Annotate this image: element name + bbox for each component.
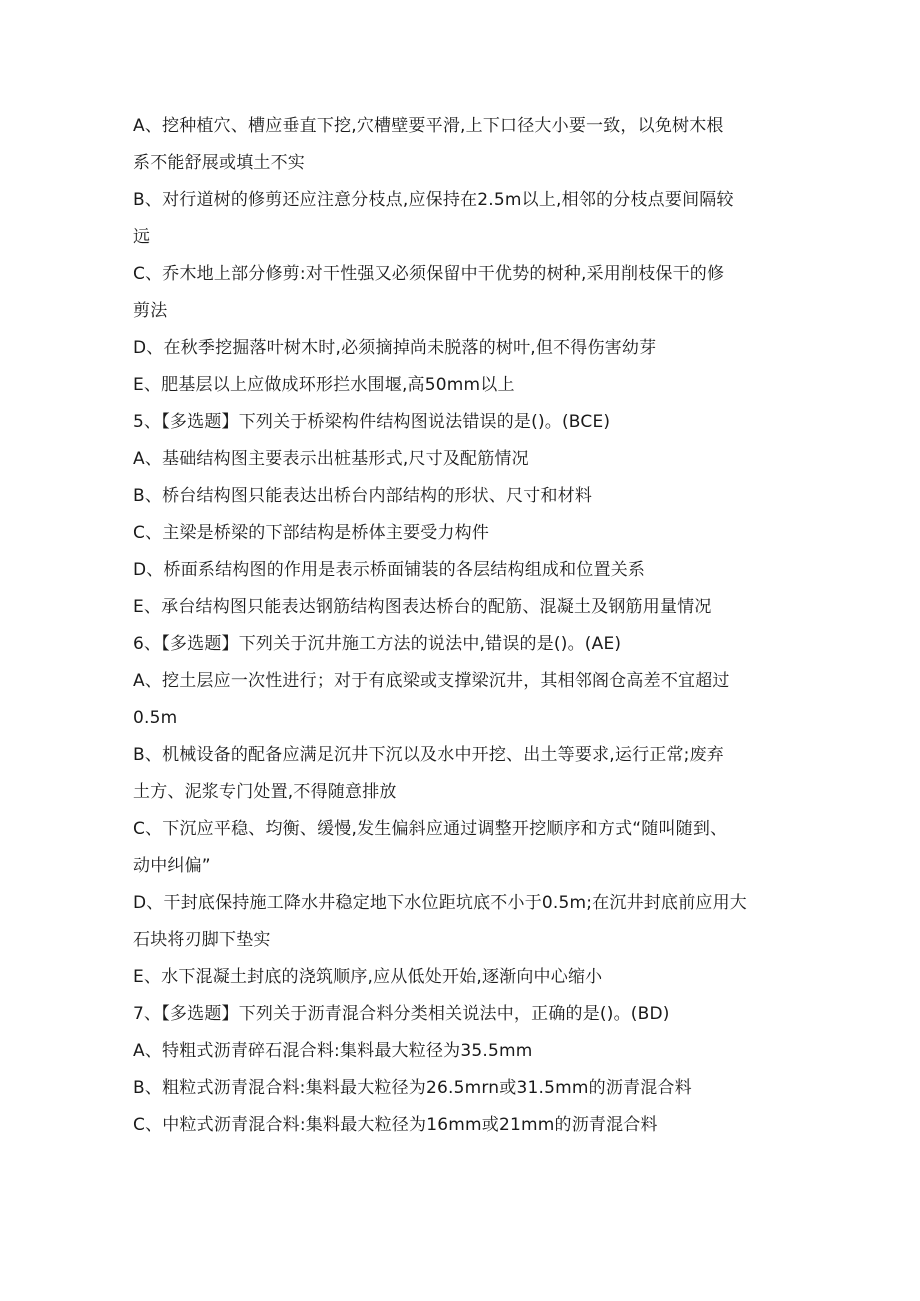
question-6-option-b-line-2: 土方、泥浆专门处置,不得随意排放	[133, 782, 397, 802]
option-d-line: D、在秋季挖掘落叶树木时,必须摘掉尚未脱落的树叶,但不得伤害幼芽	[133, 338, 657, 358]
question-6-option-a-line-1: A、挖土层应一次性进行；对于有底梁或支撑梁沉井，其相邻阁仓高差不宜超过	[133, 671, 730, 691]
question-5-option-b: B、桥台结构图只能表达出桥台内部结构的形状、尺寸和材料	[133, 486, 593, 506]
question-7-option-c: C、中粒式沥青混合料:集料最大粒径为16mm或21mm的沥青混合料	[133, 1115, 658, 1135]
option-a-line-1: A、挖种植穴、槽应垂直下挖,穴槽壁要平滑,上下口径大小要一致，以免树木根	[133, 116, 724, 136]
question-5-option-d: D、桥面系结构图的作用是表示桥面铺装的各层结构组成和位置关系	[133, 560, 646, 580]
option-a-line-2: 系不能舒展或填土不实	[133, 153, 305, 173]
question-5-option-c: C、主梁是桥梁的下部结构是桥体主要受力构件	[133, 523, 490, 543]
question-5-option-e: E、承台结构图只能表达钢筋结构图表达桥台的配筋、混凝土及钢筋用量情况	[133, 597, 712, 617]
question-6-option-b-line-1: B、机械设备的配备应满足沉井下沉以及水中开挖、出土等要求,运行正常;废弃	[133, 745, 724, 765]
question-6-option-c-line-1: C、下沉应平稳、均衡、缓慢,发生偏斜应通过调整开挖顺序和方式“随叫随到、	[133, 819, 728, 839]
question-6-title: 6、【多选题】下列关于沉井施工方法的说法中,错误的是()。(AE)	[133, 634, 622, 654]
option-c-line-2: 剪法	[133, 301, 168, 321]
question-6-option-e: E、水下混凝土封底的浇筑顺序,应从低处开始,逐渐向中心缩小	[133, 967, 603, 987]
option-c-line-1: C、乔木地上部分修剪:对干性强又必须保留中干优势的树种,采用削枝保干的修	[133, 264, 725, 284]
question-7-option-b: B、粗粒式沥青混合料:集料最大粒径为26.5mrn或31.5mm的沥青混合料	[133, 1078, 692, 1098]
question-7-title: 7、【多选题】下列关于沥青混合料分类相关说法中，正确的是()。(BD)	[133, 1004, 670, 1024]
question-6-option-a-line-2: 0.5m	[133, 708, 178, 728]
question-6-option-c-line-2: 动中纠偏”	[133, 856, 211, 876]
question-6-option-d-line-1: D、干封底保持施工降水井稳定地下水位距坑底不小于0.5m;在沉井封底前应用大	[133, 893, 748, 913]
option-b-line-2: 远	[133, 227, 151, 247]
question-6-option-d-line-2: 石块将刃脚下垫实	[133, 930, 271, 950]
question-7-option-a: A、特粗式沥青碎石混合料:集料最大粒径为35.5mm	[133, 1041, 533, 1061]
option-e-line: E、肥基层以上应做成环形拦水围堰,高50mm以上	[133, 375, 515, 395]
question-5-title: 5、【多选题】下列关于桥梁构件结构图说法错误的是()。(BCE)	[133, 412, 611, 432]
question-5-option-a: A、基础结构图主要表示出桩基形式,尺寸及配筋情况	[133, 449, 529, 469]
option-b-line-1: B、对行道树的修剪还应注意分枝点,应保持在2.5m以上,相邻的分枝点要间隔较	[133, 190, 734, 210]
